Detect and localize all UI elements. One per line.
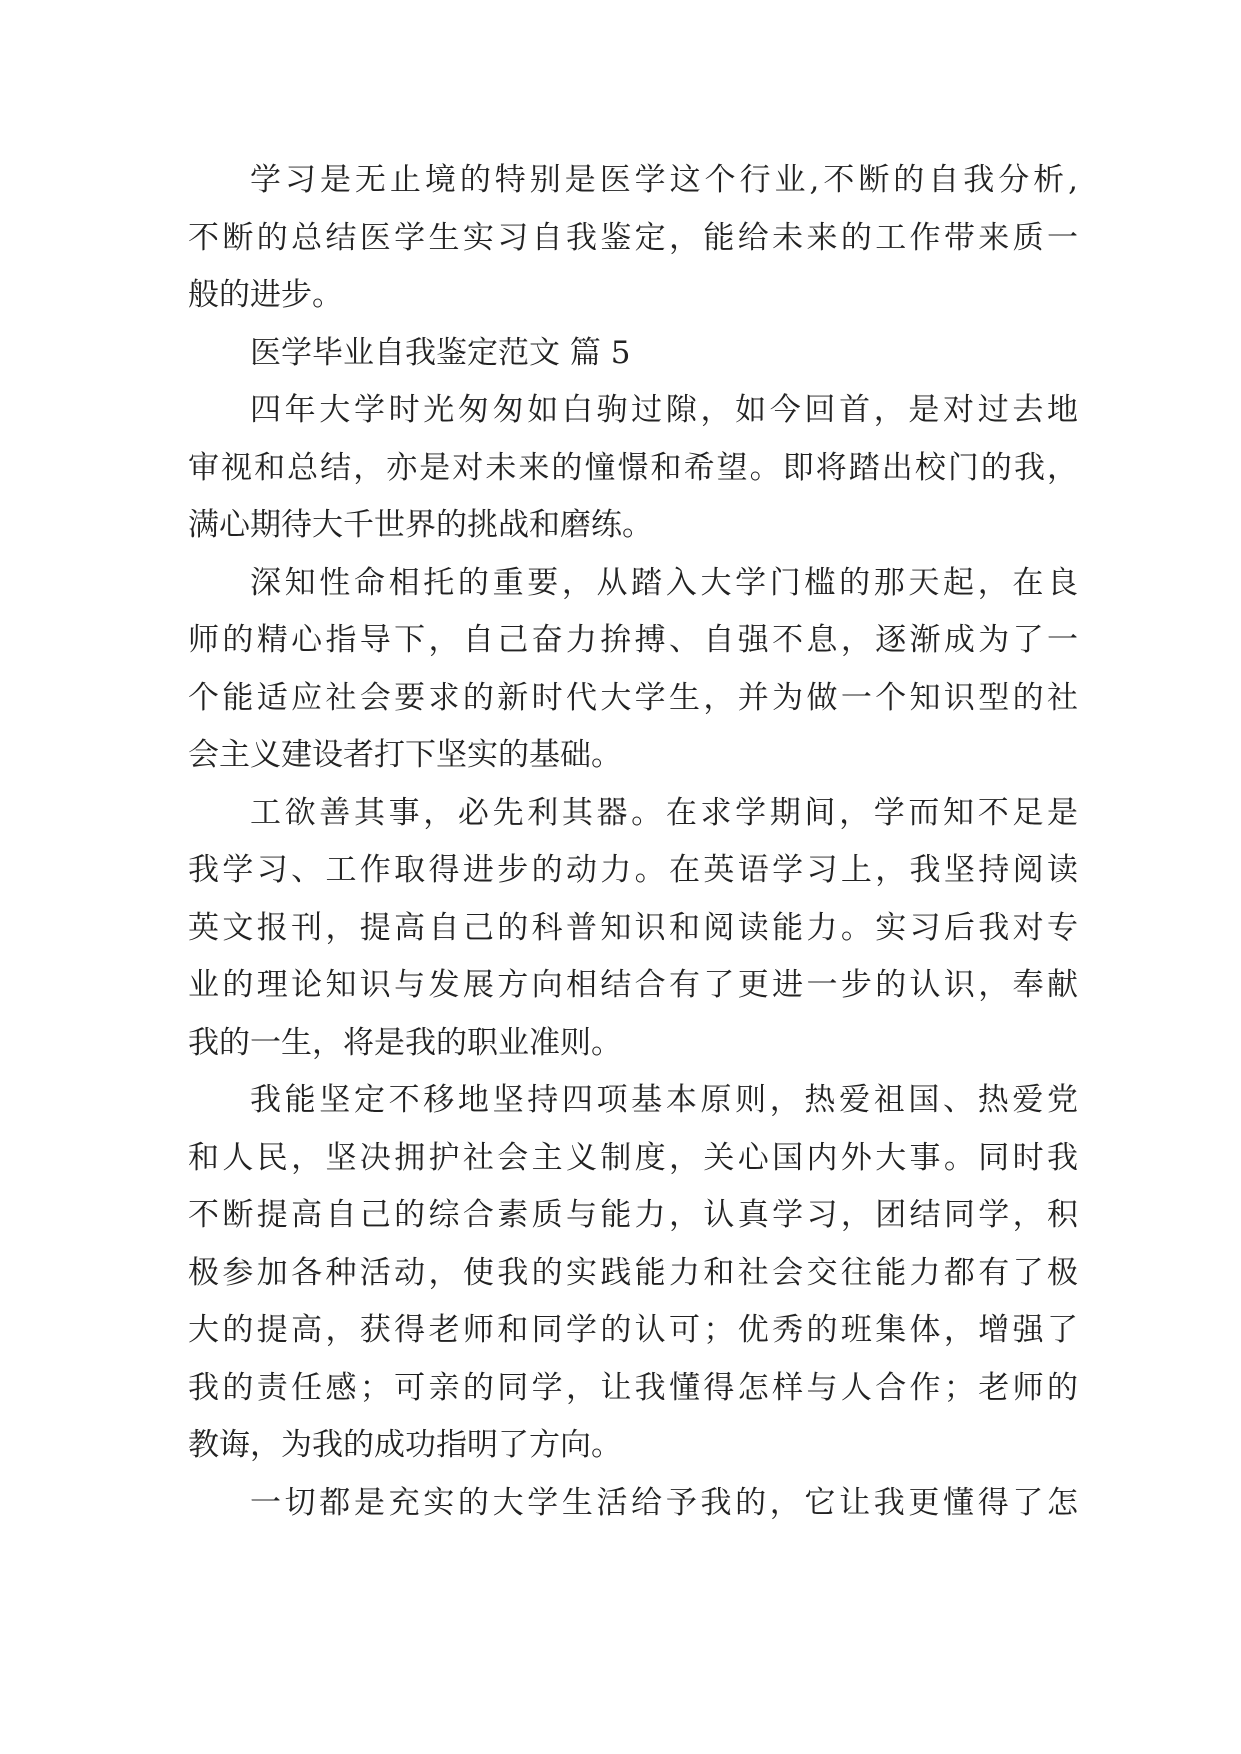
paragraph-line: 我学习、工作取得进步的动力。在英语学习上，我坚持阅读 xyxy=(188,852,1078,888)
paragraph-line: 不断提高自己的综合素质与能力，认真学习，团结同学，积 xyxy=(188,1197,1078,1233)
paragraph-line: 大的提高，获得老师和同学的认可；优秀的班集体，增强了 xyxy=(188,1312,1078,1348)
paragraph-line: 个能适应社会要求的新时代大学生，并为做一个知识型的社 xyxy=(188,679,1078,716)
paragraph-line: 极参加各种活动，使我的实践能力和社会交往能力都有了极 xyxy=(188,1254,1078,1291)
paragraph-line: 工欲善其事，必先利其器。在求学期间，学而知不足是 xyxy=(250,794,1078,831)
paragraph-line: 学习是无止境的特别是医学这个行业,不断的自我分析, xyxy=(250,162,1078,198)
paragraph-line: 一切都是充实的大学生活给予我的，它让我更懂得了怎 xyxy=(250,1484,1078,1521)
paragraph-line: 四年大学时光匆匆如白驹过隙，如今回首，是对过去地 xyxy=(250,392,1078,428)
paragraph-line: 我能坚定不移地坚持四项基本原则，热爱祖国、热爱党 xyxy=(250,1082,1078,1118)
paragraph-line: 审视和总结，亦是对未来的憧憬和希望。即将踏出校门的我， xyxy=(188,449,1078,486)
paragraph-line: 满心期待大千世界的挑战和磨练。 xyxy=(188,507,653,543)
paragraph-line: 我的责任感；可亲的同学，让我懂得怎样与人合作；老师的 xyxy=(188,1369,1078,1406)
paragraph-line: 英文报刊，提高自己的科普知识和阅读能力。实习后我对专 xyxy=(188,909,1078,946)
paragraph-line: 会主义建设者打下坚实的基础。 xyxy=(188,737,622,773)
paragraph-line: 教诲，为我的成功指明了方向。 xyxy=(188,1427,622,1463)
paragraph-line: 深知性命相托的重要，从踏入大学门槛的那天起，在良 xyxy=(250,564,1078,601)
document-body xyxy=(188,152,1078,1532)
paragraph-line: 和人民，坚决拥护社会主义制度，关心国内外大事。同时我 xyxy=(188,1139,1078,1176)
section-heading: 医学毕业自我鉴定范文 篇 5 xyxy=(250,334,631,371)
paragraph-line: 般的进步。 xyxy=(188,277,343,313)
paragraph-line: 我的一生，将是我的职业准则。 xyxy=(188,1024,622,1061)
paragraph-line: 不断的总结医学生实习自我鉴定，能给未来的工作带来质一 xyxy=(188,219,1078,256)
paragraph-line: 师的精心指导下，自己奋力拚搏、自强不息，逐渐成为了一 xyxy=(188,622,1078,658)
paragraph-line: 业的理论知识与发展方向相结合有了更进一步的认识，奉献 xyxy=(188,967,1078,1003)
